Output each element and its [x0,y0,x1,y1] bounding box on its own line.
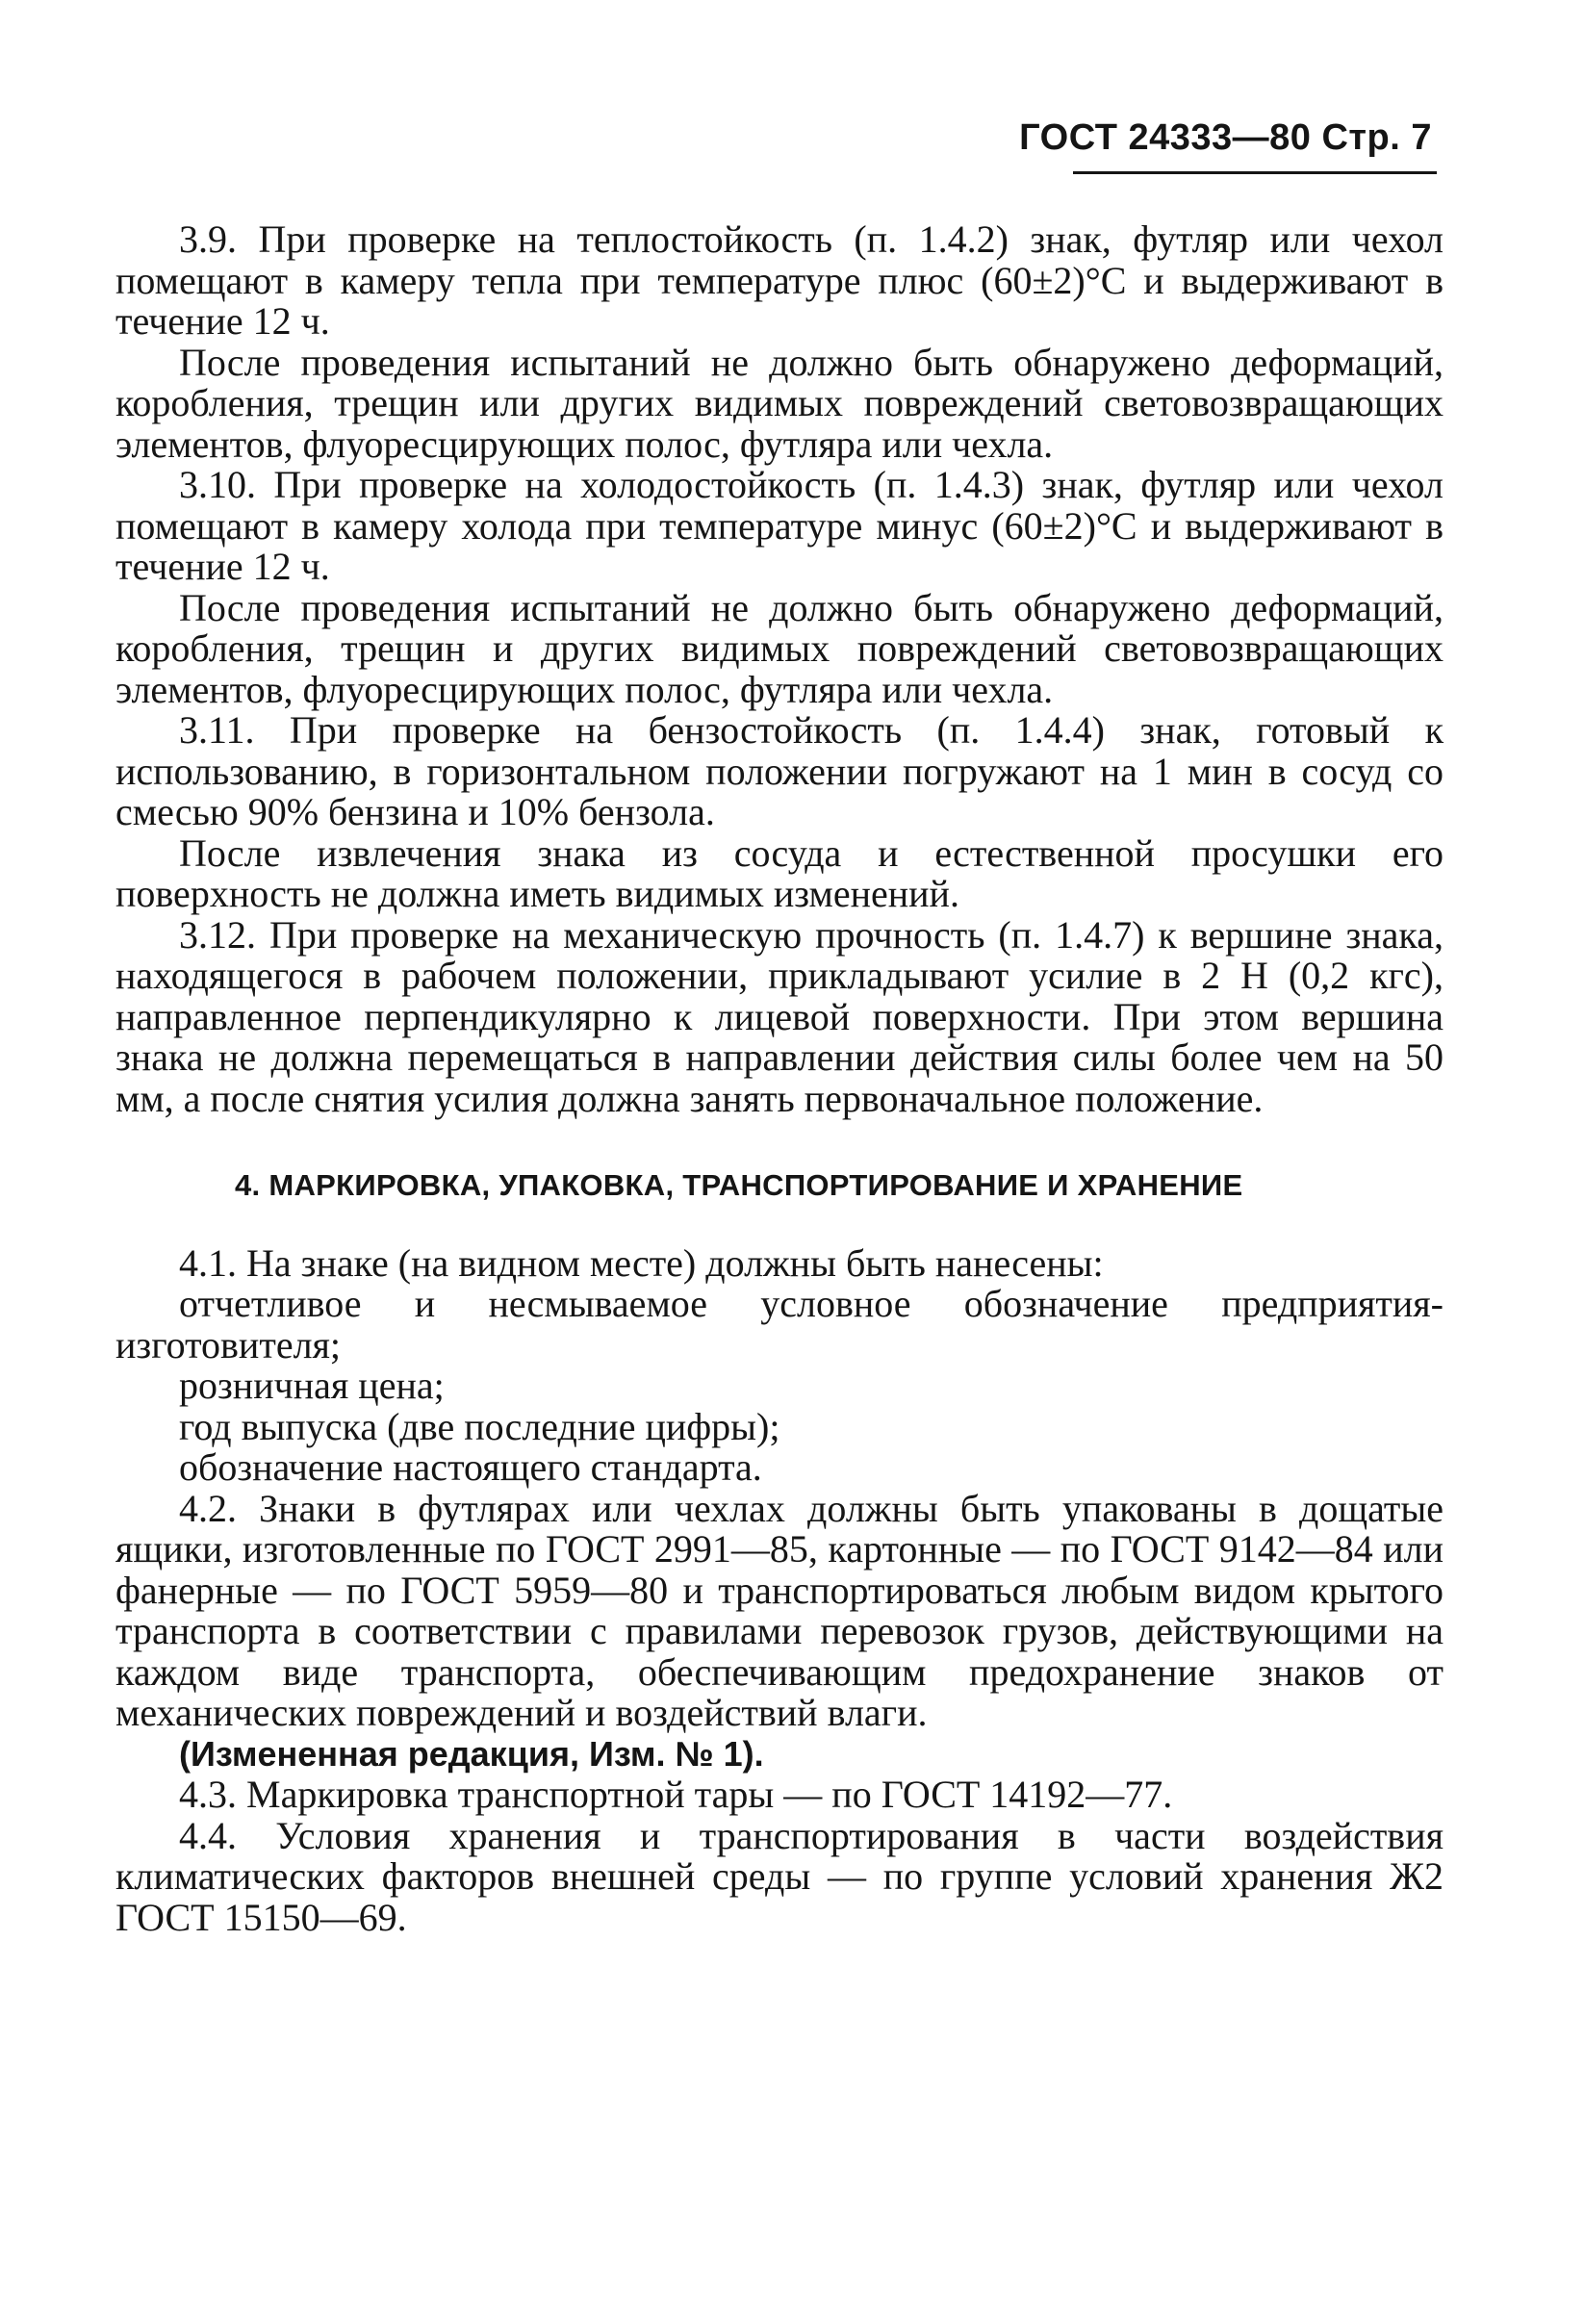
document-body [115,219,1443,1938]
amendment-note: (Измененная редакция, Изм. № 1). [179,1733,764,1774]
section-4-heading: 4. МАРКИРОВКА, УПАКОВКА, ТРАНСПОРТИРОВАНИЕ И ХРАНЕНИЕ [235,1168,1243,1202]
paragraph-3-10-result: После проведения испытаний не должно быть обнаружено деформаций, коробления, трещин и других видимых повреждений световозвращающих элементов, флуоресцирующих полос, футляра или чехла. [115,585,1443,711]
paragraph-4-2: 4.2. Знаки в футлярах или чехлах должны быть упакованы в дощатые ящики, изготовленные по ГОСТ 2991—85, картонные — по ГОСТ 9142—84 или фанерные — по ГОСТ 5959—80 и транспортироваться любым видом крытого транспорта в соответствии с правилами перевозок грузов, действующими на каждом виде транспорта, обеспечивающим предохранение знаков от механических повреждений и воздействий влаги. [115,1486,1443,1734]
paragraph-3-10: 3.10. При проверке на холодостойкость (п. 1.4.3) знак, футляр или чехол помещают в камеру холода при температуре минус (60±2)°С и выдерживают в течение 12 ч. [115,463,1443,588]
paragraph-3-12: 3.12. При проверке на механическую прочность (п. 1.4.7) к вершине знака, находящегося в рабочем положении, прикладывают усилие в 2 Н (0,2 кгс), направленное перпендикулярно к лицевой поверхности. При этом вершина знака не должна перемещаться в направлении действия силы более чем на 50 мм, а после снятия усилия должна занять первоначальное положение. [115,912,1443,1120]
paragraph-4-1: 4.1. На знаке (на видном месте) должны быть нанесены: [179,1240,1104,1285]
paragraph-3-11: 3.11. При проверке на бензостойкость (п. 1.4.4) знак, готовый к использованию, в горизонтальном положении погружают на 1 мин в сосуд со смесью 90% бензина и 10% бензола. [115,708,1443,833]
header-rule [1073,171,1437,174]
paragraph-3-11-result: После извлечения знака из сосуда и естественной просушки его поверхность не должна иметь видимых изменений. [115,830,1443,915]
list-item-marking-designation: отчетливое и несмываемое условное обозначение предприятия-изготовителя; [115,1282,1443,1366]
list-item-retail-price: розничная цена; [179,1364,445,1407]
paragraph-4-4: 4.4. Условия хранения и транспортирования в части воздействия климатических факторов внешней среды — по группе условий хранения Ж2 ГОСТ 15150—69. [115,1813,1443,1939]
running-head: ГОСТ 24333—80 Стр. 7 [1019,117,1432,158]
paragraph-4-3: 4.3. Маркировка транспортной тары — по ГОСТ 14192—77. [179,1773,1173,1816]
paragraph-3-9-result: После проведения испытаний не должно быть обнаружено деформаций, коробления, трещин или других видимых повреждений световозвращающих элементов, флуоресцирующих полос, футляра или чехла. [115,340,1443,466]
list-item-standard-designation: обозначение настоящего стандарта. [179,1445,762,1489]
list-item-year: год выпуска (две последние цифры); [179,1404,780,1448]
paragraph-3-9: 3.9. При проверке на теплостойкость (п. 1.4.2) знак, футляр или чехол помещают в камеру тепла при температуре плюс (60±2)°С и выдерживают в течение 12 ч. [115,217,1443,343]
